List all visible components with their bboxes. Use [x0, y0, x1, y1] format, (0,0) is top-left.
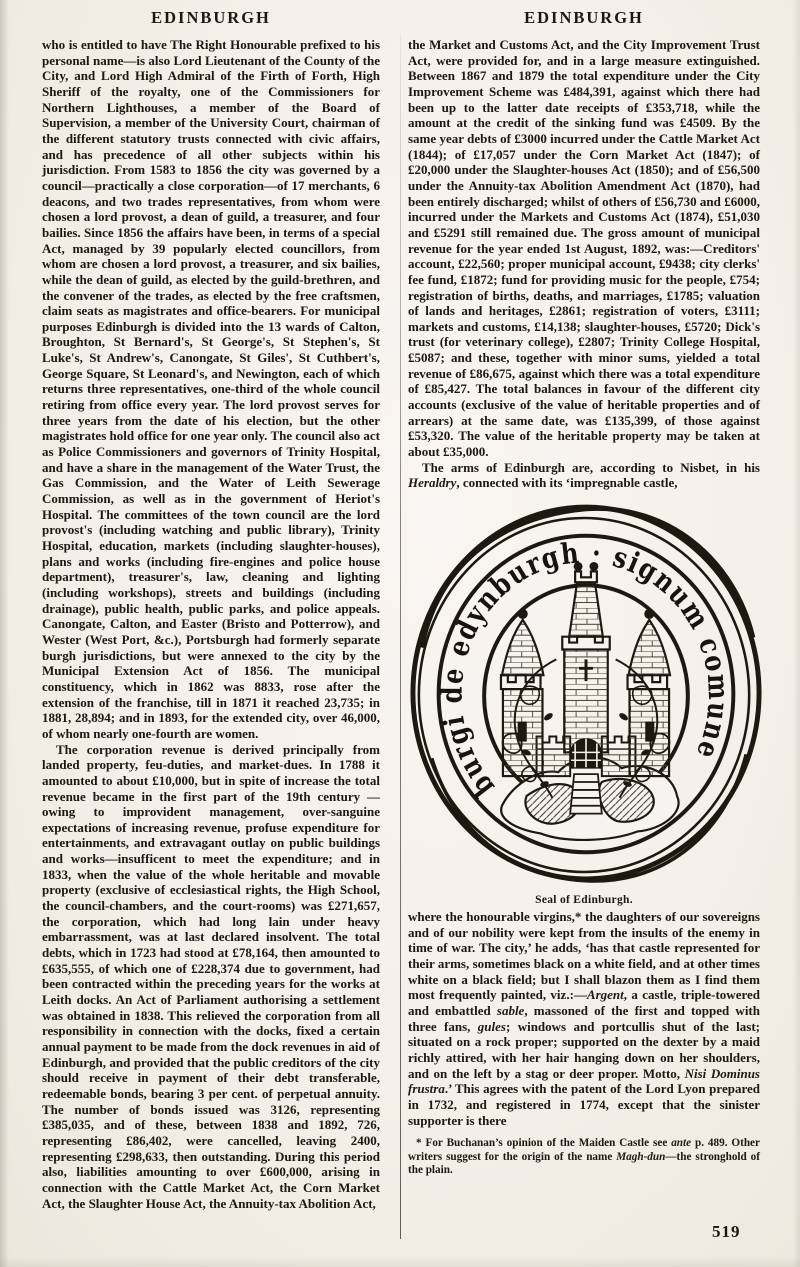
text-segment: ; windows and portcullis shut of the last; situated on a rock proper; supported on the dexter by a maid richly attired, with her hair hanging down on her shoulders, and on the left by a stag or deer proper. Motto,: [408, 1018, 760, 1081]
text-segment: p. 489. Other writers suggest for the origin of the name: [408, 1137, 760, 1163]
right-column-text-bottom: [408, 909, 760, 1178]
text-segment: Argent: [586, 987, 624, 1003]
text-segment: The arms of Edinburgh are, according to Nisbet, in his: [422, 459, 760, 475]
figure-caption: Seal of Edinburgh.: [535, 894, 633, 907]
edinburgh-seal-illustration: [408, 499, 764, 891]
column-divider-rule: [400, 34, 401, 1239]
text-segment: sable: [496, 1002, 525, 1018]
edinburgh-seal-figure: [408, 499, 760, 906]
castle-central-keep: [562, 563, 609, 752]
text-segment: ante: [671, 1137, 692, 1150]
page-number: 519: [712, 1222, 741, 1241]
text-segment: Heraldry: [408, 475, 457, 491]
castle-stairs: [570, 774, 602, 814]
text-segment: , massoned of the first and topped with three fans,: [408, 1002, 760, 1034]
text-segment: .’ This agrees with the patent of the Lord Lyon prepared in 1732, and registered in 1774, except that the sinister supporter is there: [408, 1081, 760, 1128]
text-segment: —the stronghold of the plain.: [408, 1150, 760, 1177]
text-segment: * For Buchanan’s opinion of the Maiden Castle see: [416, 1137, 672, 1150]
text-segment: Nisi Dominus frustra: [408, 1065, 760, 1097]
text-segment: Magh-dun: [616, 1150, 666, 1163]
text-segment: gules: [477, 1018, 506, 1034]
body-paragraph: [42, 37, 380, 742]
text-segment: , connected with its ‘impregnable castle,: [456, 475, 678, 491]
body-paragraph: [408, 460, 760, 491]
body-paragraph: [408, 37, 760, 460]
seal-inscription: burgi de edynburgh · signum comune: [434, 534, 737, 804]
body-paragraph: [42, 742, 380, 1212]
text-segment: the Market and Customs Act, and the City Improvement Trust Act, were provided for, and in a large measure extinguished. Between 1867 and 1879 the total expenditure under the City Improvement Scheme was £484,391, against which there had been up to the latter date receipts of £353,718, while the amount at the credit of the sinking fund was £4509. By the same year debts of £3000 incurred under the Cattle Market Act (1844); of £17,057 under the Corn Market Act (1847); of £20,000 under the Slaughter-houses Act (1850); and of £56,500 under the Annuity-tax Abolition Amendment Act (1870), had been entirely discharged; whilst of others of £56,730 and £6000, incurred under the Markets and Customs Act (1874), £51,030 and £5291 still remained due. The gross amount of municipal revenue for the year ended 1st August, 1892, was:—Creditors' account, £22,560; proper municipal account, £9438; city clerks' fee fund, £1872; fund for providing music for the people, £754; registration of births, deaths, and marriages, £1785; valuation of lands and heritages, £2861; registration of voters, £3111; markets and customs, £14,138; slaughter-houses, £5720; Dick's trust (for veterinary college), £2807; Trinity College Hospital, £5087; and these, together with minor sums, yielded a total revenue of £86,675, against which there was a total expenditure of £85,427. The total balances in favour of the different city accounts (exclusive of the value of heritable properties and of arrears) at the same date, was £135,399, of those against £53,320. The value of the heritable property may be taken at about £35,000.: [408, 37, 760, 460]
right-column: [408, 8, 760, 1211]
running-header-left: EDINBURGH: [151, 8, 271, 27]
running-header-right: EDINBURGH: [524, 8, 644, 27]
left-column: [42, 8, 380, 1211]
right-column-text-top: [408, 37, 760, 491]
text-segment: who is entitled to have The Right Honourable prefixed to his personal name—is also Lord Lieutenant of the County of the City, and Lord High Admiral of the Firth of Forth, High Sheriff of the royalty, one of the Commissioners for Northern Lighthouses, a member of the Board of Supervision, a member of the University Court, chairman of the different statutory trusts connected with civic affairs, and has precedence of all other subjects within his jurisdiction. From 1583 to 1856 the city was governed by a council—practically a close corporation—of 17 merchants, 6 deacons, and two trades representatives, from whom were chosen a lord provost, a dean of guild, a treasurer, and four bailies. Since 1856 the affairs have been, in terms of a special Act, managed by 39 popularly elected councillors, from whom are chosen a lord provost, a treasurer, and six bailies, while the dean of guild, as elected by the guild-brethren, and the convener of the trades, as elected by the free craftsmen, claim seats as magistrates and office-bearers. For municipal purposes Edinburgh is divided into the 13 wards of Calton, Broughton, St Bernard's, St George's, St Stephen's, St Luke's, St Andrew's, Canongate, St Giles', St Cuthbert's, George Square, St Leonard's, and Newington, each of which returns three representatives, one-third of the whole council retiring from office every year. The lord provost serves for three years from the date of his election, but the other magistrates hold office for one year only. The council also act as Police Commissioners and governors of Trinity Hospital, and have a share in the management of the Water Trust, the Gas Commission, and the Water of Leith Sewerage Commission, as well as in the government of Heriot's Hospital. The committees of the town council are the lord provost's (including watching and public library), Trinity Hospital, education, markets (including slaughter-houses), plans and works (including fire-engines and police house department), treasurer's, law, cleaning and lighting (including workshops), streets and buildings (including drainage), public health, public parks, and police appeals. Canongate, Calton, and Easter (Bristo and Potterrow), and Wester (West Port, &c.), Portsburgh had formerly separate burgh jurisdictions, but were annexed to the city by the Municipal Extension Act of 1856. The municipal constituency, which in 1862 was 8833, rose after the extension of the franchise, till in 1871 it reached 23,735; in 1881, 28,894; and in 1893, for the extended city, over 46,000, of whom nearly one-fourth are women.: [42, 37, 380, 741]
footnote-paragraph: [408, 1137, 760, 1178]
text-segment: The corporation revenue is derived principally from landed property, feu-duties, and market-dues. In 1788 it amounted to about £10,000, but in spite of increase the total revenue became in the first part of the 19th century — owing to improvident management, over-sanguine expectations of increasing revenue, profuse expenditure for entertainments, and extravagant outlay on public buildings and works—insufficent to meet the expenditure; and in 1833, when the value of the whole heritable and movable property (exclusive of ecclesiastical rights, the High School, the council-chambers, and the court-rooms) was £271,657, the corporation, which had long lain under heavy embarrassment, was at last declared insolvent. The total debts, which in 1723 had stood at £78,164, then amounted to £635,555, of which one of £228,374 due to government, had been contracted within the preceding years for the works at Leith docks. An Act of Parliament authorising a settlement was obtained in 1838. This relieved the corporation from all responsibility in connection with the docks, fixed a certain annual payment to be made from the dock revenues in aid of Edinburgh, and provided that the public creditors of the city should receive in payment of their debt transferable, redeemable bonds, bearing 3 per cent. of perpetual annuity. The number of bonds issued was 3126, representing £385,035, and of these, between 1838 and 1892, 726, representing £86,402, were cancelled, leaving 2400, representing £298,633, then outstanding. During this period also, liabilities amounting to over £600,000, arising in connection with the Cattle Market Act, the Corn Market Act, the Slaughter House Act, the Annuity-tax Abolition Act,: [42, 741, 380, 1211]
body-paragraph: [408, 909, 760, 1128]
text-segment: where the honourable virgins,* the daughters of our sovereigns and of our nobility were kept from the insults of the enemy in time of war. The city,’ he adds, ‘has that castle represented for their arms, sometimes black on a white field, and at other times white on a black field; but I shall blazon them as I find them most frequently painted, viz.:—: [408, 909, 760, 1003]
text-segment: , a castle, triple-towered and embattled: [408, 987, 760, 1018]
castle-gate-portcullis: [570, 739, 602, 769]
left-column-text: [42, 37, 380, 1211]
